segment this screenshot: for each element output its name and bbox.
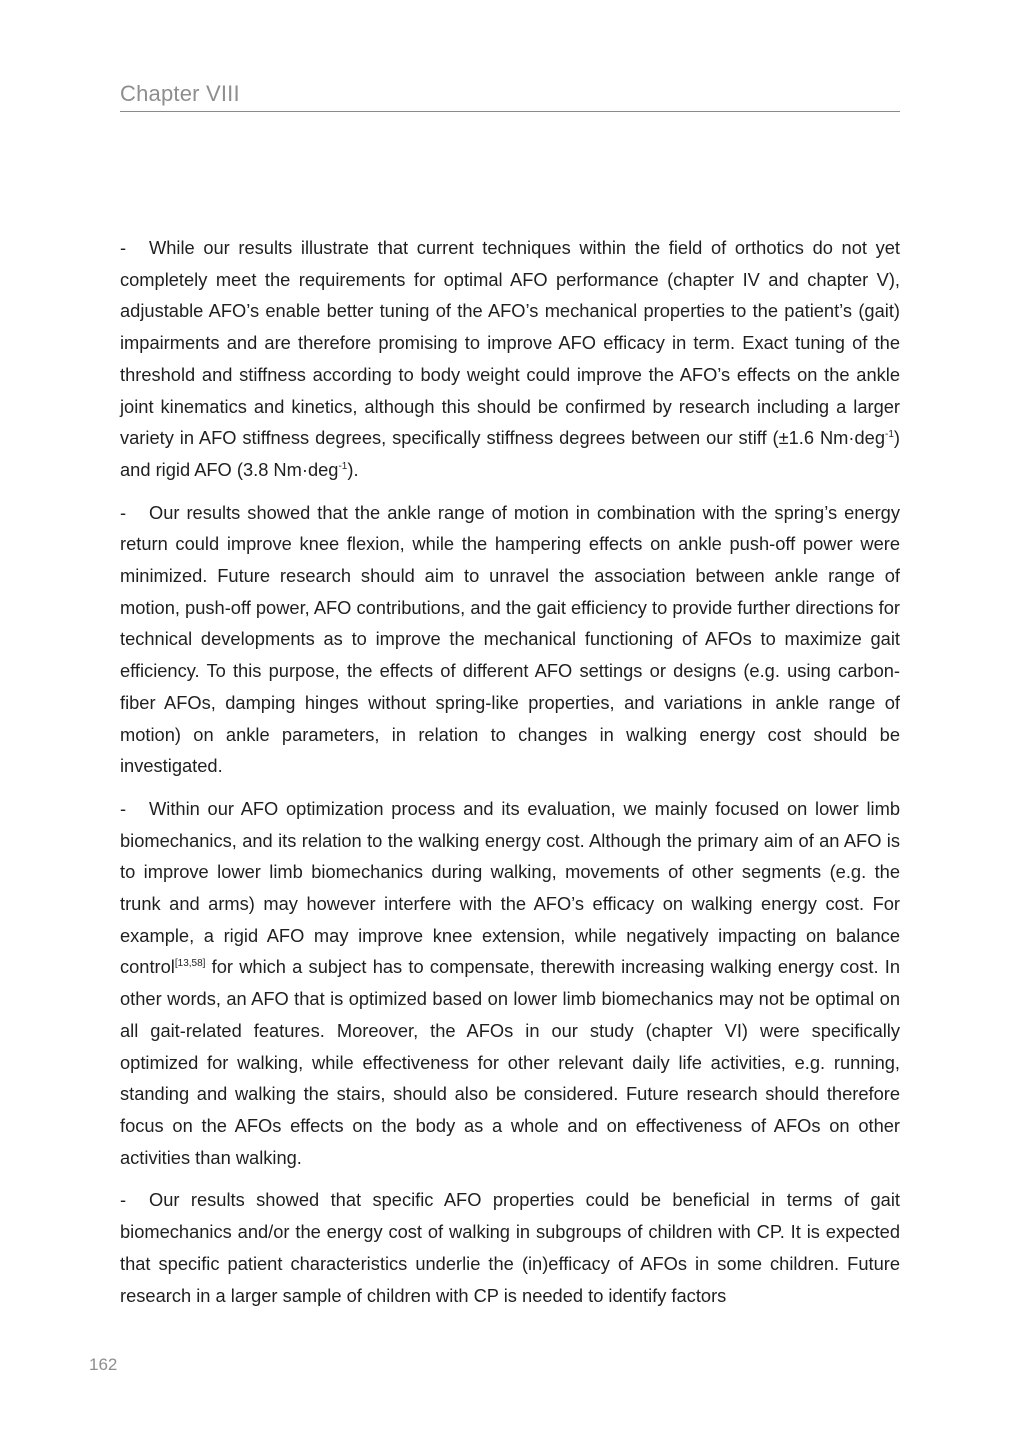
citation-reference: [13,58]	[174, 958, 206, 970]
paragraph-4-text: Our results showed that specific AFO properties could be beneficial in terms of gait biomechanics and/or the energy cost of walking in subgroups of children with CP. It is expected that specific patient characteristics underlie the (in)efficacy of AFOs in some children. Future research in a larger sample of children with CP is needed to identify factors	[120, 1189, 900, 1306]
running-header	[120, 80, 900, 112]
bullet-paragraph-3	[120, 793, 900, 1173]
bullet-paragraph-2	[120, 497, 900, 782]
superscript-unit: -1	[885, 429, 894, 441]
bullet-dash: -	[120, 501, 127, 523]
paragraph-2-text: Our results showed that the ankle range of motion in combination with the spring’s energy return could improve knee flexion, while the hampering effects on ankle push-off power were minimized. Future research should aim to unravel the association between ankle range of motion, push-off power, AFO contributions, and the gait efficiency to provide further directions for technical developments as to improve the mechanical functioning of AFOs to maximize gait efficiency. To this purpose, the effects of different AFO settings or designs (e.g. using carbon-fiber AFOs, damping hinges without spring-like properties, and variations in ankle range of motion) on ankle parameters, in relation to changes in walking energy cost should be investigated.	[120, 501, 900, 777]
paragraph-1-text-3: ).	[347, 458, 359, 480]
paragraph-3-text: Within our AFO optimization process and its evaluation, we mainly focused on lower limb biomechanics, and its relation to the walking energy cost. Although the primary aim of an AFO is to improve lower limb biomechanics during walking, movements of other segments (e.g. the trunk and arms) may however interfere with the AFO’s efficacy on walking energy cost. For example, a rigid AFO may improve knee extension, while negatively impacting on balance control	[120, 797, 900, 978]
bullet-dash: -	[120, 237, 127, 258]
paragraph-3-text-2: for which a subject has to compensate, therewith increasing walking energy cost. In other words, an AFO that is optimized based on lower limb biomechanics may not be optimal on all gait-related features. Moreover, the AFOs in our study (chapter VI) were specifically optimized for walking, while effectiveness for other relevant daily life activities, e.g. running, standing and walking the stairs, should also be considered. Future research should therefore focus on the AFOs effects on the body as a whole and on effectiveness of AFOs on other activities than walking.	[120, 956, 900, 1168]
paragraph-1-text-2: ) and rigid AFO (3.8 Nm·deg	[120, 427, 900, 480]
bullet-dash: -	[120, 797, 127, 819]
chapter-title: Chapter VIII	[120, 81, 240, 106]
bullet-paragraph-4	[120, 1184, 900, 1311]
paragraph-1-text: While our results illustrate that current techniques within the field of orthotics do not yet completely meet the requirements for optimal AFO performance (chapter IV and chapter V), adjustable AFO’s enable better tuning of the AFO’s mechanical properties to the patient’s (gait) impairments and are therefore promising to improve AFO efficacy in term. Exact tuning of the threshold and stiffness according to body weight could improve the AFO’s effects on the ankle joint kinematics and kinetics, although this should be confirmed by research including a larger variety in AFO stiffness degrees, specifically stiffness degrees between our stiff (±1.6 Nm·deg	[120, 237, 900, 449]
superscript-unit: -1	[338, 460, 348, 472]
page-number: 162	[89, 1355, 118, 1374]
bullet-dash: -	[120, 1189, 127, 1211]
body-text	[120, 232, 900, 1322]
bullet-paragraph-1	[120, 232, 900, 486]
